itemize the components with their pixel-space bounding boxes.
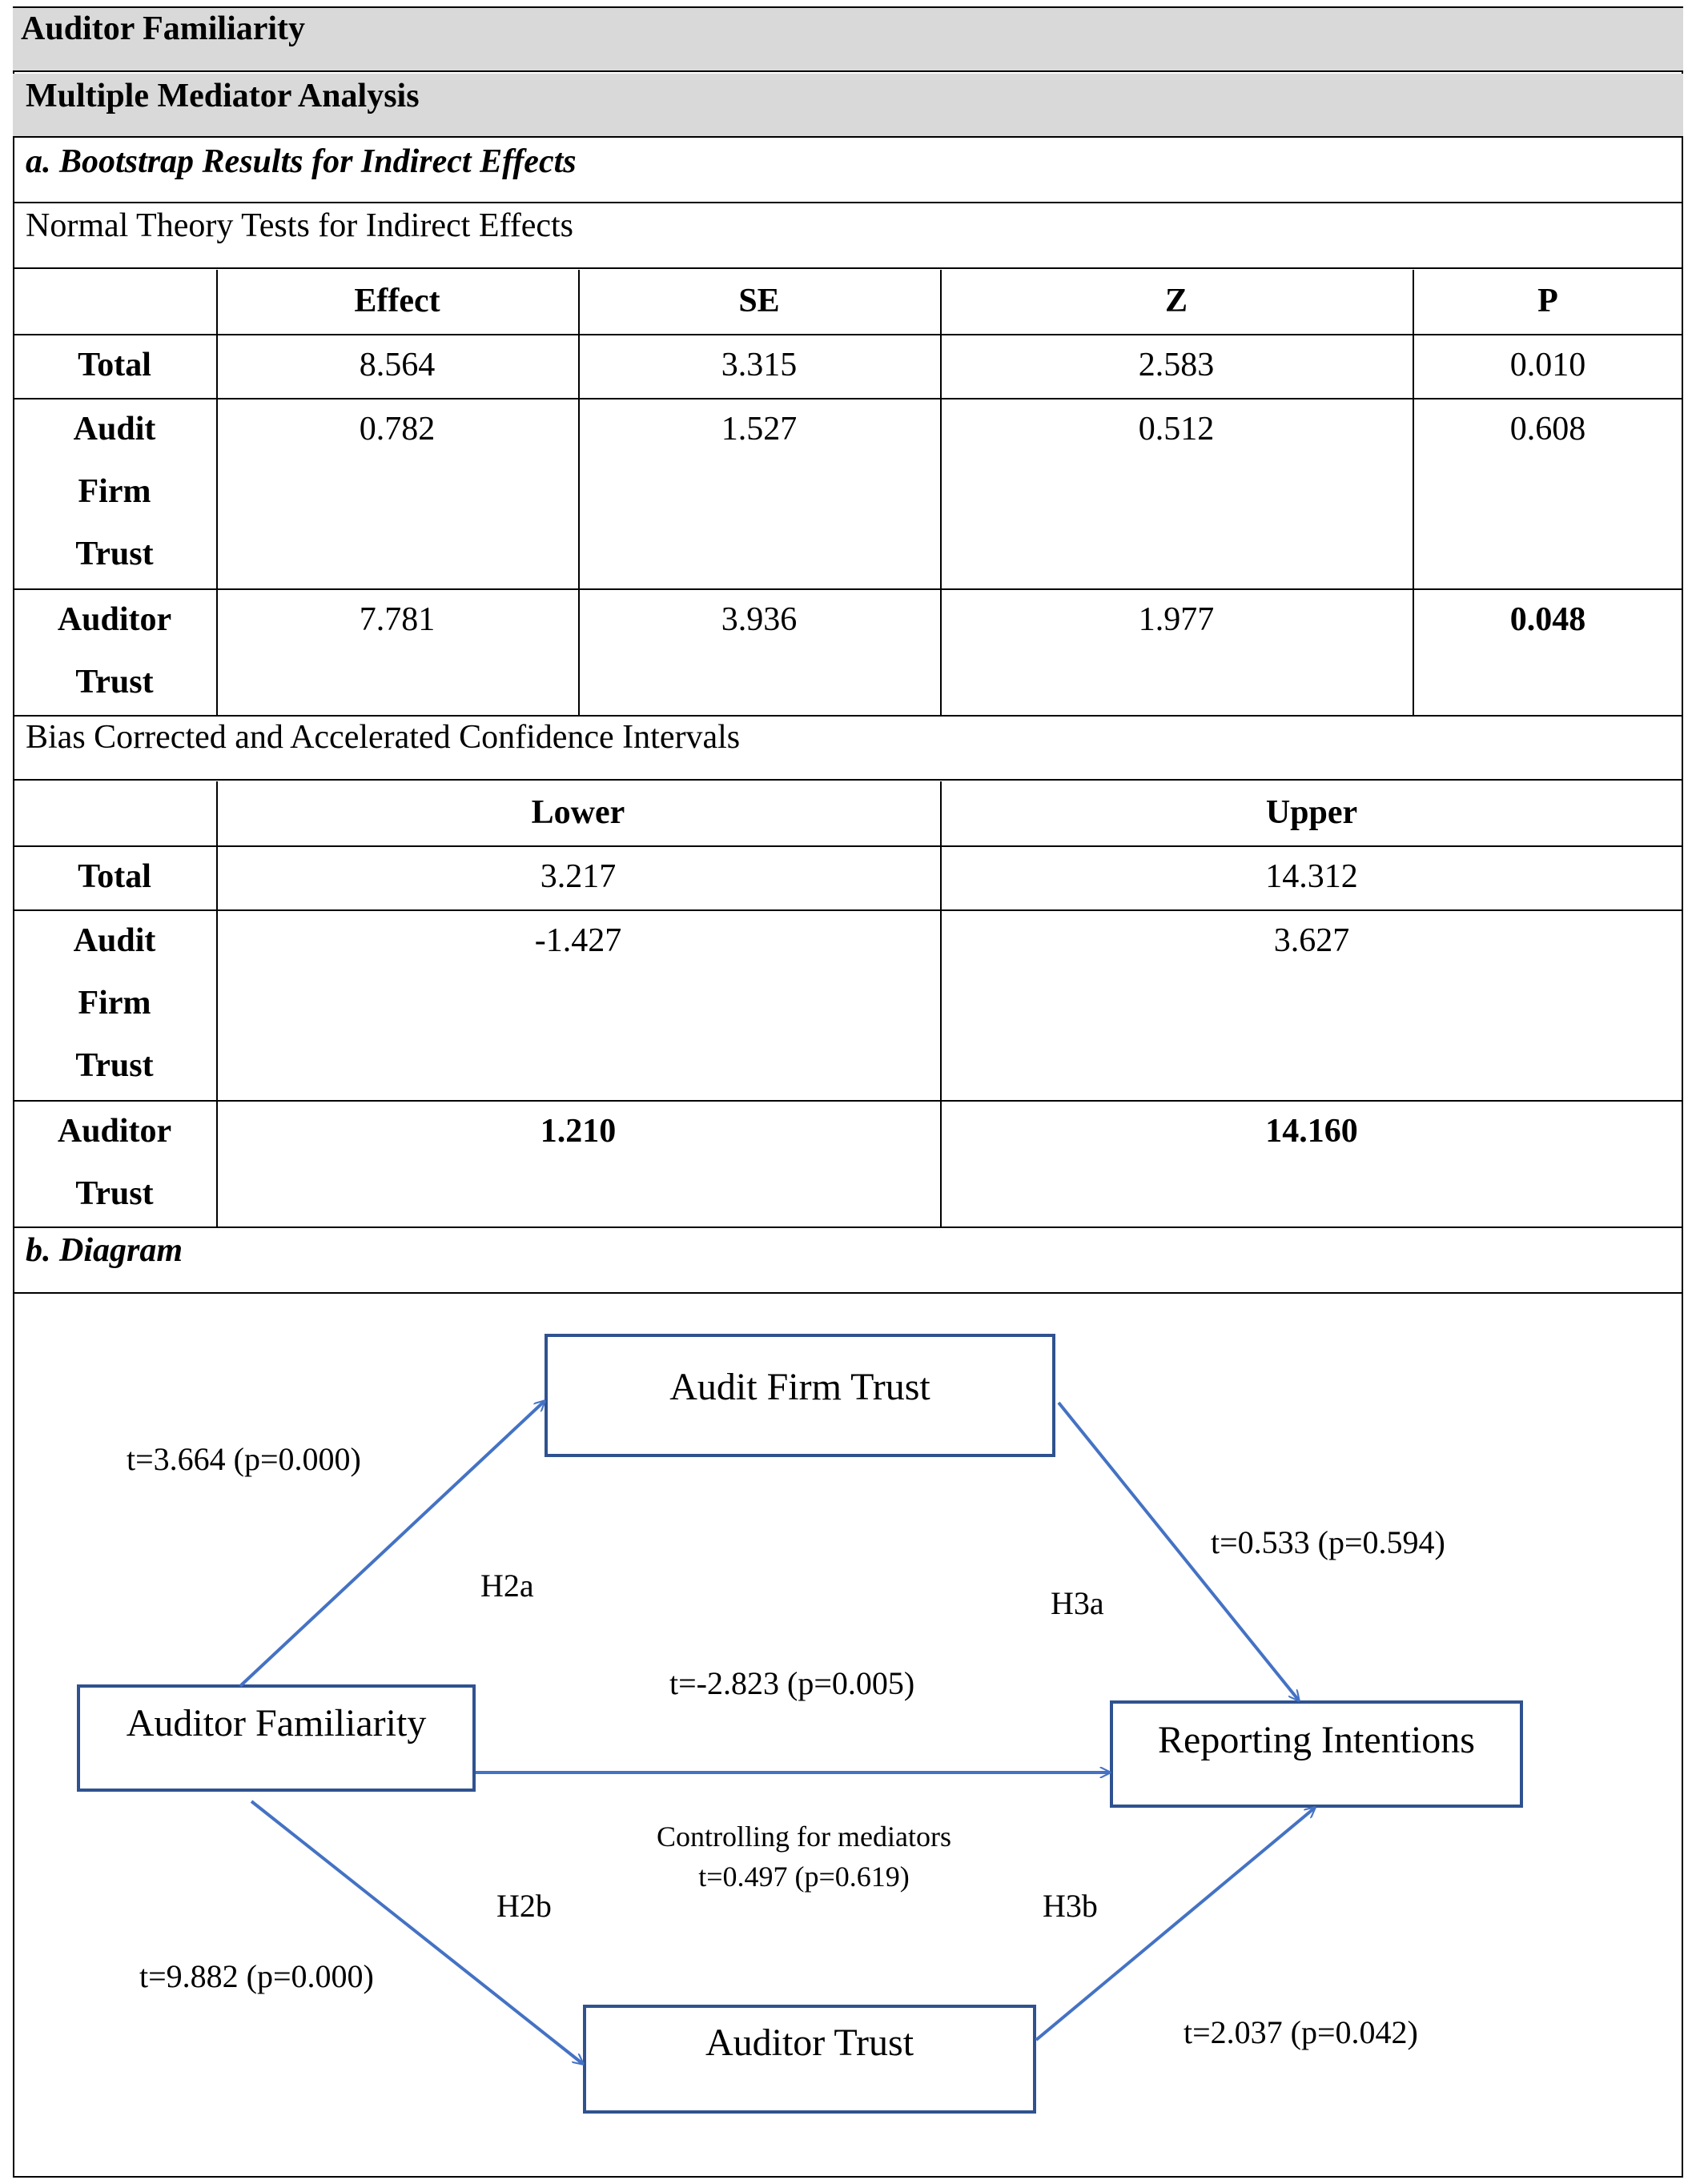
nt-value-cell: 1.527: [721, 411, 798, 448]
nt-row-label-line: Audit: [73, 411, 156, 448]
bc-row-label-line: Auditor: [57, 1113, 172, 1150]
controlling-stat: t=0.497 (p=0.619): [698, 1861, 910, 1893]
bc-value-cell: 14.312: [1265, 858, 1358, 895]
node-auditor-trust: [585, 2006, 1035, 2112]
mediation-diagram: [14, 1295, 1682, 2176]
nt-row-label-line: Auditor: [57, 601, 172, 638]
arrow-h2b: [251, 1801, 583, 2064]
bc-row-label-line: Firm: [78, 985, 151, 1022]
nt-row-label-line: Trust: [75, 536, 154, 572]
nt-row-label-line: Total: [78, 347, 151, 383]
bc-row-label-line: Total: [78, 858, 151, 895]
bc-row-label: [13, 1100, 216, 1225]
h2b-stat: t=9.882 (p=0.000): [139, 1958, 374, 1994]
bias-corrected-row: [13, 717, 1683, 781]
nt-value-cell: 3.936: [721, 601, 798, 638]
bc-row-label-line: Audit: [73, 922, 156, 959]
nt-value-cell: 0.608: [1509, 411, 1586, 448]
bc-value-cell: 3.627: [1273, 922, 1350, 959]
section-b-heading: b. Diagram: [26, 1232, 183, 1269]
h2b-label: H2b: [496, 1888, 552, 1924]
arrow-h3b: [1036, 1808, 1315, 2040]
nt-value-cell: 0.048: [1509, 601, 1586, 638]
node-auditor-familiarity-label: Auditor Familiarity: [126, 1702, 427, 1745]
nt-value-cell: 3.315: [721, 347, 798, 383]
h2a-stat: t=3.664 (p=0.000): [127, 1441, 361, 1477]
section-a-row: [13, 139, 1683, 203]
bc-value-cell: 3.217: [540, 858, 617, 895]
node-reporting-intentions-label: Reporting Intentions: [1158, 1719, 1475, 1762]
bias-corrected-heading: Bias Corrected and Accelerated Confidence Intervals: [26, 719, 741, 756]
nt-value-cell: 8.564: [359, 347, 436, 383]
title-row: [13, 8, 1683, 72]
node-reporting-intentions: [1111, 1702, 1521, 1806]
subtitle-row: [13, 74, 1683, 138]
page-title: Auditor Familiarity: [21, 10, 306, 47]
h3b-stat: t=2.037 (p=0.042): [1184, 2014, 1418, 2050]
node-auditor-familiarity: [78, 1686, 474, 1790]
bc-value-cell: -1.427: [534, 922, 622, 959]
nt-col-header: Effect: [354, 283, 440, 319]
nt-col-header: P: [1537, 283, 1558, 319]
nt-value-cell: 7.781: [359, 601, 436, 638]
bc-row-label: [13, 909, 216, 1097]
normal-theory-heading: Normal Theory Tests for Indirect Effects: [26, 207, 574, 244]
bc-row-label-line: Trust: [75, 1175, 154, 1212]
bc-col-header: Lower: [531, 794, 625, 831]
node-auditor-trust-label: Auditor Trust: [705, 2021, 914, 2065]
section-a-heading: a. Bootstrap Results for Indirect Effects: [26, 143, 577, 180]
nt-value-cell: 0.010: [1509, 347, 1586, 383]
bc-value-cell: 14.160: [1265, 1113, 1358, 1150]
bc-row-label-line: Trust: [75, 1047, 154, 1084]
section-b-row: [13, 1228, 1683, 1294]
page-subtitle: Multiple Mediator Analysis: [26, 78, 420, 114]
nt-col-header: Z: [1164, 283, 1188, 319]
bc-col-header: Upper: [1265, 794, 1358, 831]
direct-effect-stat: t=-2.823 (p=0.005): [669, 1665, 915, 1701]
normal-theory-row: [13, 205, 1683, 269]
controlling-label: Controlling for mediators: [657, 1821, 951, 1853]
h3b-label: H3b: [1043, 1888, 1098, 1924]
bc-value-cell: 1.210: [540, 1113, 617, 1150]
nt-value-cell: 1.977: [1138, 601, 1215, 638]
nt-row-label: [13, 398, 216, 585]
nt-row-label: [13, 334, 216, 396]
nt-col-header: SE: [738, 283, 780, 319]
nt-value-cell: 0.512: [1138, 411, 1215, 448]
bc-row-label: [13, 845, 216, 908]
node-audit-firm-trust-label: Audit Firm Trust: [669, 1366, 930, 1409]
nt-row-label: [13, 588, 216, 713]
h3a-stat: t=0.533 (p=0.594): [1211, 1524, 1445, 1560]
nt-value-cell: 2.583: [1138, 347, 1215, 383]
nt-value-cell: 0.782: [359, 411, 436, 448]
nt-row-label-line: Trust: [75, 664, 154, 701]
h2a-label: H2a: [480, 1568, 534, 1604]
node-audit-firm-trust: [546, 1335, 1054, 1455]
h3a-label: H3a: [1051, 1585, 1104, 1621]
nt-row-label-line: Firm: [78, 473, 151, 510]
